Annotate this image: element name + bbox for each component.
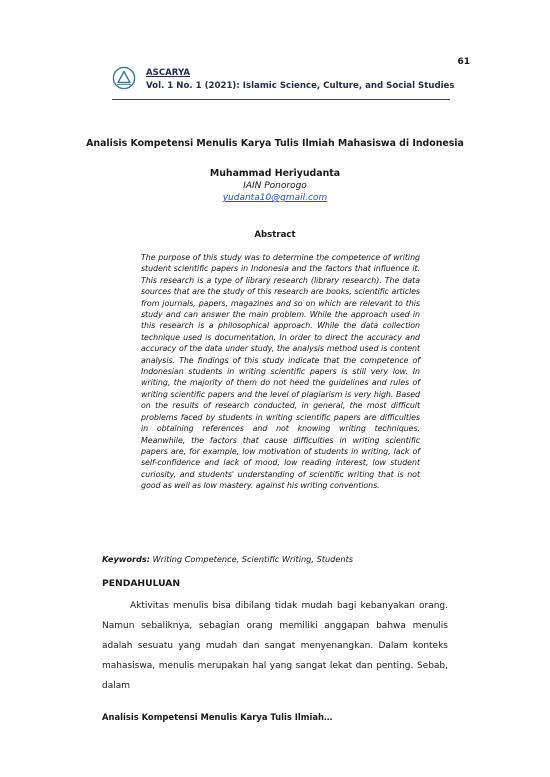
abstract-heading: Abstract: [254, 230, 296, 240]
ascarya-triangle-logo-icon: [112, 66, 136, 90]
section-heading: PENDAHULUAN: [102, 578, 181, 589]
article-title: Analisis Kompetensi Menulis Karya Tulis Ilmiah Mahasiswa di Indonesia: [86, 138, 464, 149]
footer-running-title: Analisis Kompetensi Menulis Karya Tulis Ilmiah…: [102, 712, 333, 722]
journal-header: [146, 67, 455, 93]
author-email-link[interactable]: yudanta10@gmail.com: [222, 193, 328, 203]
page-number: 61: [457, 57, 470, 67]
abstract-text: The purpose of this study was to determine the competence of writing student scientific papers in Indonesia and the factors that influence it. This research is a type of library research (library research). The data sources that are the study of this research are books, scientific articles from journals, papers, magazines and so on which are relevant to this study and can answer the main problem. While the approach used in this research is a philosophical approach. While the data collection technique used is documentation. In order to direct the accuracy and accuracy of the data under study, the analysis method used is content analysis. The findings of this study indicate that the competence of Indonesian students in writing scientific papers is still very low. In writing, the majority of them do not heed the guidelines and rules of writing scientific papers and the level of plagiarism is very high. Based on the results of research conducted, in general, the most difficult problems faced by students in writing scientific papers are difficulties in obtaining references and not knowing writing techniques. Meanwhile, the factors that cause difficulties in writing scientific papers are, for example, low motivation of students in writing, lack of self-confidence and lack of mood, low reading interest, low student curiosity, and students' understanding of scientific writing that is not good as well as low mastery. against his writing conventions.: [141, 253, 420, 491]
keywords-label: Keywords:: [102, 554, 151, 564]
header-divider: [112, 99, 450, 100]
author-name: Muhammad Heriyudanta: [209, 168, 341, 179]
keywords-values: Writing Competence, Scientific Writing, Students: [152, 554, 354, 564]
keywords-line: [102, 554, 353, 564]
journal-issue: Vol. 1 No. 1 (2021): Islamic Science, Culture, and Social Studies: [146, 81, 455, 91]
body-paragraph: Aktivitas menulis bisa dibilang tidak mudah bagi kebanyakan orang. Namun sebaliknya, sebagian orang memiliki anggapan bahwa menulis adalah sesuatu yang mudah dan sangat menyenangkan. Dalam konteks mahasiswa, menulis merupakan hal yang sangat lekat dan penting. Sebab, dalam: [102, 601, 448, 691]
author-affiliation: IAIN Ponorogo: [243, 181, 307, 191]
journal-name: ASCARYA: [146, 68, 190, 78]
